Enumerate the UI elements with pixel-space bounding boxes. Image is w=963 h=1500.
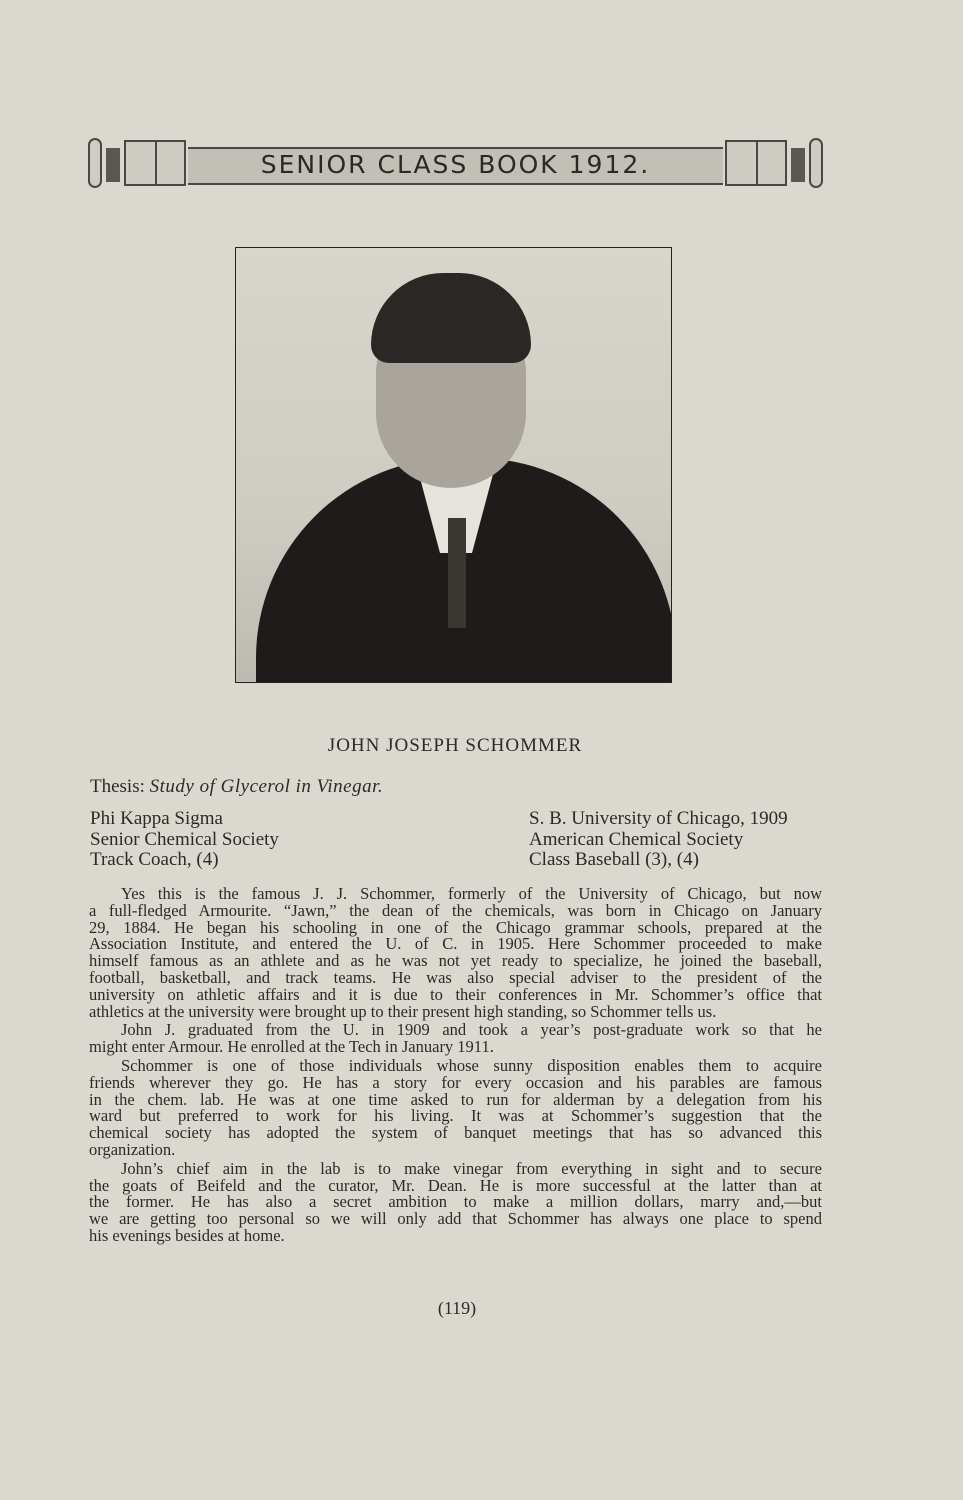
text-line: a full-fledged Armourite. “Jawn,” the dean of the chemicals, was born in Chicago on January <box>89 900 822 920</box>
text-line: the former. He has also a secret ambition to make a million dollars, marry and,—but <box>89 1192 822 1212</box>
open-book-icon-right <box>725 140 787 186</box>
post-ornament-left <box>106 148 120 182</box>
portrait-tie <box>448 518 466 628</box>
text-line: football, basketball, and track teams. He was also special adviser to the president of the <box>89 967 822 987</box>
page-number: (119) <box>437 1298 477 1318</box>
text-line: university on athletic affairs and it is due to their conferences in Mr. Schommer’s office that <box>89 984 822 1004</box>
affiliation: Senior Chemical Society <box>90 828 279 850</box>
biography-paragraph <box>89 1055 822 1159</box>
affiliations-right <box>529 809 788 871</box>
biography-paragraph <box>89 886 822 1020</box>
affiliation: American Chemical Society <box>529 828 744 850</box>
text-line: the goats of Beifeld and the curator, Mr. Dean. He is more successful at the latter than at <box>89 1175 822 1195</box>
biography-paragraph <box>89 1158 822 1245</box>
text-line: himself famous as an athlete and as he was not yet ready to specialize, he joined the baseball, <box>89 951 822 971</box>
biography-paragraph <box>89 1022 822 1056</box>
student-name: JOHN JOSEPH SCHOMMER <box>327 735 583 756</box>
text-line: friends wherever they go. He has a story for every occasion and his parables are famous <box>89 1072 822 1092</box>
text-line: Association Institute, and entered the U. of C. in 1905. Here Schommer proceeded to make <box>89 934 822 954</box>
thesis-title: Study of Glycerol in Vinegar. <box>149 776 384 797</box>
open-book-icon-left <box>124 140 186 186</box>
text-line: John J. graduated from the U. in 1909 and took a year’s post-graduate work so that he <box>121 1020 822 1040</box>
text-line: ward but preferred to work for his living. It was at Schommer’s suggestion that the <box>89 1106 822 1126</box>
text-line: organization. <box>89 1139 176 1159</box>
text-line: John’s chief aim in the lab is to make vinegar from everything in sight and to secure <box>121 1158 822 1178</box>
text-line: athletics at the university were brought up to their present high standing, so Schommer tells us. <box>89 1001 717 1021</box>
scroll-ornament-right <box>809 138 823 188</box>
thesis <box>90 776 383 798</box>
biography-text <box>89 886 822 1247</box>
text-line: might enter Armour. He enrolled at the Tech in January 1911. <box>89 1037 494 1057</box>
portrait-hair <box>371 273 531 363</box>
text-line: we are getting too personal so we will only add that Schommer has always one place to spend <box>89 1209 822 1229</box>
affiliation: Track Coach, (4) <box>90 849 219 870</box>
affiliation: Phi Kappa Sigma <box>90 808 223 829</box>
text-line: Schommer is one of those individuals whose sunny disposition enables them to acquire <box>121 1055 822 1075</box>
affiliations-left <box>90 809 279 871</box>
affiliation: S. B. University of Chicago, 1909 <box>529 808 788 829</box>
text-line: 29, 1884. He began his schooling in one of the Chicago grammar schools, prepared at the <box>89 917 822 937</box>
thesis-label: Thesis: <box>90 776 145 797</box>
text-line: his evenings besides at home. <box>89 1225 285 1245</box>
header-title: SENIOR CLASS BOOK 1912. <box>260 150 651 179</box>
scroll-ornament-left <box>88 138 102 188</box>
text-line: Yes this is the famous J. J. Schommer, formerly of the University of Chicago, but now <box>121 884 822 903</box>
post-ornament-right <box>791 148 805 182</box>
affiliation: Class Baseball (3), (4) <box>529 849 699 870</box>
portrait-photo <box>235 247 672 683</box>
text-line: chemical society has adopted the system of banquet meetings that has so advanced this <box>89 1123 822 1143</box>
text-line: in the chem. lab. He was at one time asked to run for alderman by a delegation from his <box>89 1089 822 1109</box>
page-header-banner <box>88 138 823 190</box>
